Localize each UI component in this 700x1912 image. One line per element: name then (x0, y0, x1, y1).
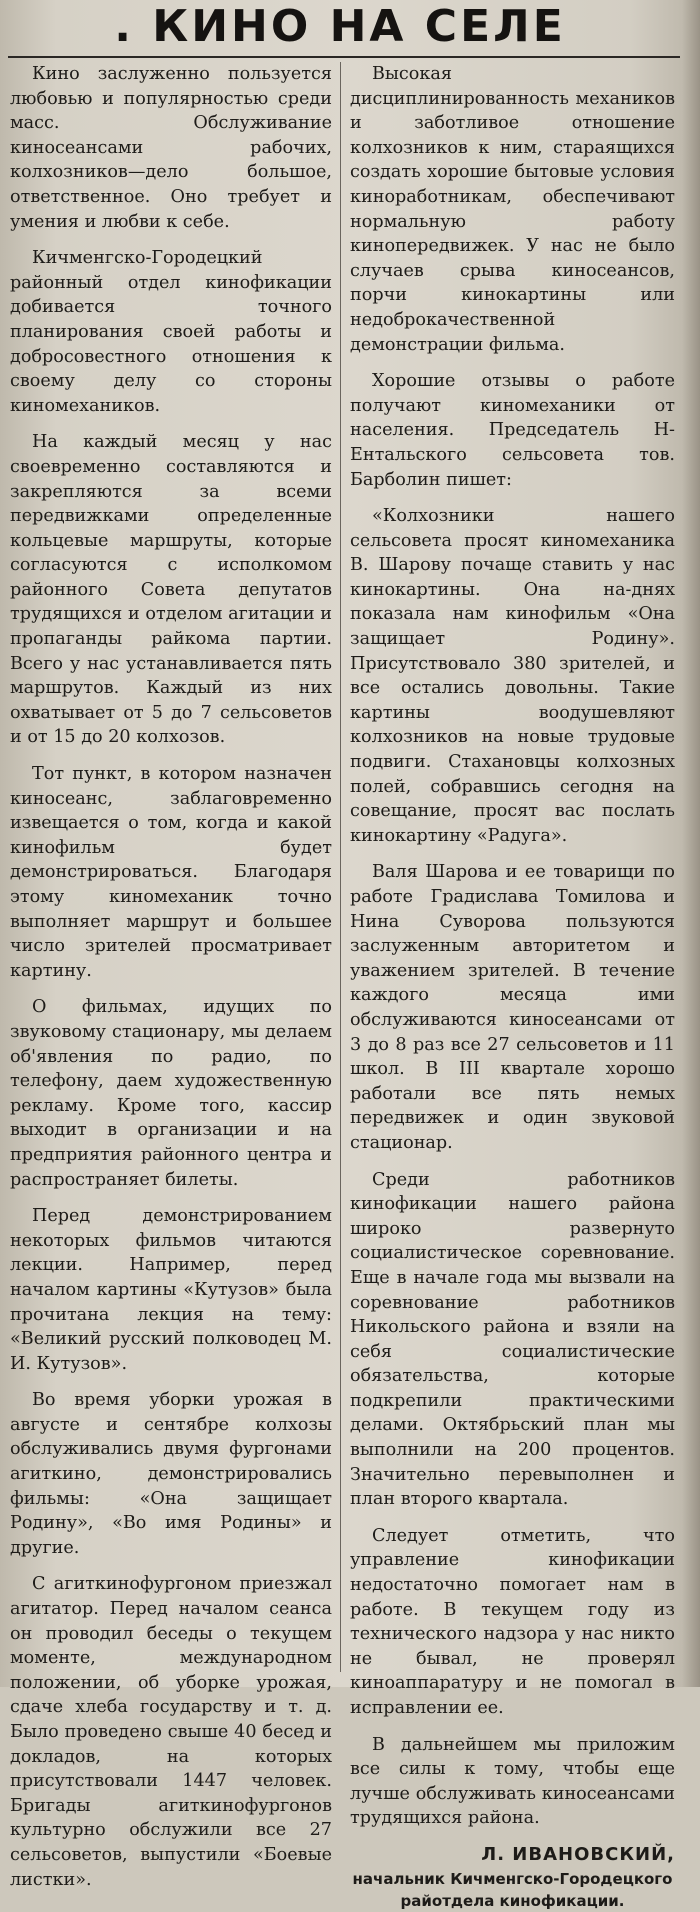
paragraph: Среди работников кинофикации нашего района широко развернуто социалистическое соревнование. Еще в начале года мы вызвали на соревнование работников Никольского района и взяли на себя социалистические обязательства, которые подкрепили практическими делами. Октябрьский план мы выполнили на 200 процентов. Значительно перевыполнен и план второго квартала. (350, 1169, 675, 1510)
headline: . КИНО НА СЕЛЕ (114, 1, 566, 52)
right-column (350, 62, 675, 1912)
paragraph: На каждый месяц у нас своевременно составляются и закрепляются за всеми передвижками определенные кольцевые маршруты, которые согласуются с исполкомом районного Совета депутатов трудящихся и отделом агитации и пропаганды райкома партии. Всего у нас устанавливается пять маршрутов. Каждый из них охватывает от 5 до 7 сельсоветов и от 15 до 20 колхозов. (10, 432, 332, 748)
paragraph: В дальнейшем мы приложим все силы к тому, чтобы еще лучше обслуживать киносеансами трудящихся района. (350, 1734, 675, 1829)
paragraph: Во время уборки урожая в августе и сентябре колхозы обслуживались двумя фургонами агиткино, демонстрировались фильмы: «Она защищает Родину», «Во имя Родины» и другие. (10, 1390, 332, 1558)
paragraph: Кичменгско-Городецкий районный отдел кинофикации добивается точного планирования своей работы и добросовестного отношения к своему делу со стороны киномехаников. (10, 248, 332, 416)
quoted-letter: «Колхозники нашего сельсовета просят киномеханика В. Шарову почаще ставить у нас кинокартины. Она на-днях показала нам кинофильм «Она защищает Родину». Присутствовало 380 зрителей, и все остались довольны. Такие картины воодушевляют колхозников на новые трудовые подвиги. Стахановцы колхозных полей, собравшись сегодня на совещание, просят вас послать кинокартину «Радуга». (350, 506, 675, 846)
author-position: начальник Кичменгско-Городецкого райотдела кинофикации. (352, 1869, 673, 1910)
page-fold-shadow (682, 0, 700, 1687)
paragraph: О фильмах, идущих по звуковому стационару, мы делаем об'явления по радио, по телефону, даем художественную рекламу. Кроме того, кассир выходит в организации и на предприятия районного центра и распространяет билеты. (10, 997, 332, 1190)
paragraph: Следует отметить, что управление кинофикации недостаточно помогает нам в работе. В текущем году из технического надзора у нас никто не бывал, не проверял киноаппаратуру и не помогал в исправлении ее. (350, 1525, 675, 1718)
column-divider (340, 62, 341, 1672)
author-name: Л. ИВАНОВСКИЙ, (481, 1843, 675, 1865)
paragraph: Тот пункт, в котором назначен киносеанс, заблаговременно извещается о том, когда и какой кинофильм будет демонстрироваться. Благодаря этому киномеханик точно выполняет маршрут и большее число зрителей просматривает картину. (10, 764, 332, 981)
paragraph: С агиткинофургоном приезжал агитатор. Перед началом сеанса он проводил беседы о текущем моменте, международном положении, об уборке урожая, сдаче хлеба государству и т. д. Было проведено свыше 40 бесед и докладов, на которых присутствовали 1447 человек. Бригады агиткинофургонов культурно обслужили все 27 сельсоветов, выпустили «Боевые листки». (10, 1574, 332, 1890)
paragraph: Высокая дисциплинированность механиков и заботливое отношение колхозников к ним, стараящихся создать хорошие бытовые условия киноработникам, обеспечивают нормальную работу кинопередвижек. У нас не было случаев срыва киносеансов, порчи кинокартины или недоброкачественной демонстрации фильма. (350, 64, 675, 355)
paragraph: Хорошие отзывы о работе получают киномеханики от населения. Председатель Н-Ентальского сельсовета тов. Барболин пишет: (350, 371, 675, 490)
paragraph: Валя Шарова и ее товарищи по работе Градислава Томилова и Нина Суворова пользуются заслуженным авторитетом и уважением зрителей. В течение каждого месяца ими обслуживаются киносеансами от 3 до 8 раз все 27 сельсоветов и 11 школ. В III квартале хорошо работали все пять немых передвижек и один звуковой стационар. (350, 862, 675, 1153)
headline-rule (8, 56, 680, 58)
paragraph: Перед демонстрированием некоторых фильмов читаются лекции. Например, перед началом картины «Кутузов» была прочитана лекция на тему: «Великий русский полководец М. И. Кутузов». (10, 1206, 332, 1374)
left-column (10, 62, 332, 1904)
paragraph: Кино заслуженно пользуется любовью и популярностью среди масс. Обслуживание киносеансами рабочих, колхозников—дело большое, ответственное. Оно требует и умения и любви к себе. (10, 64, 332, 232)
